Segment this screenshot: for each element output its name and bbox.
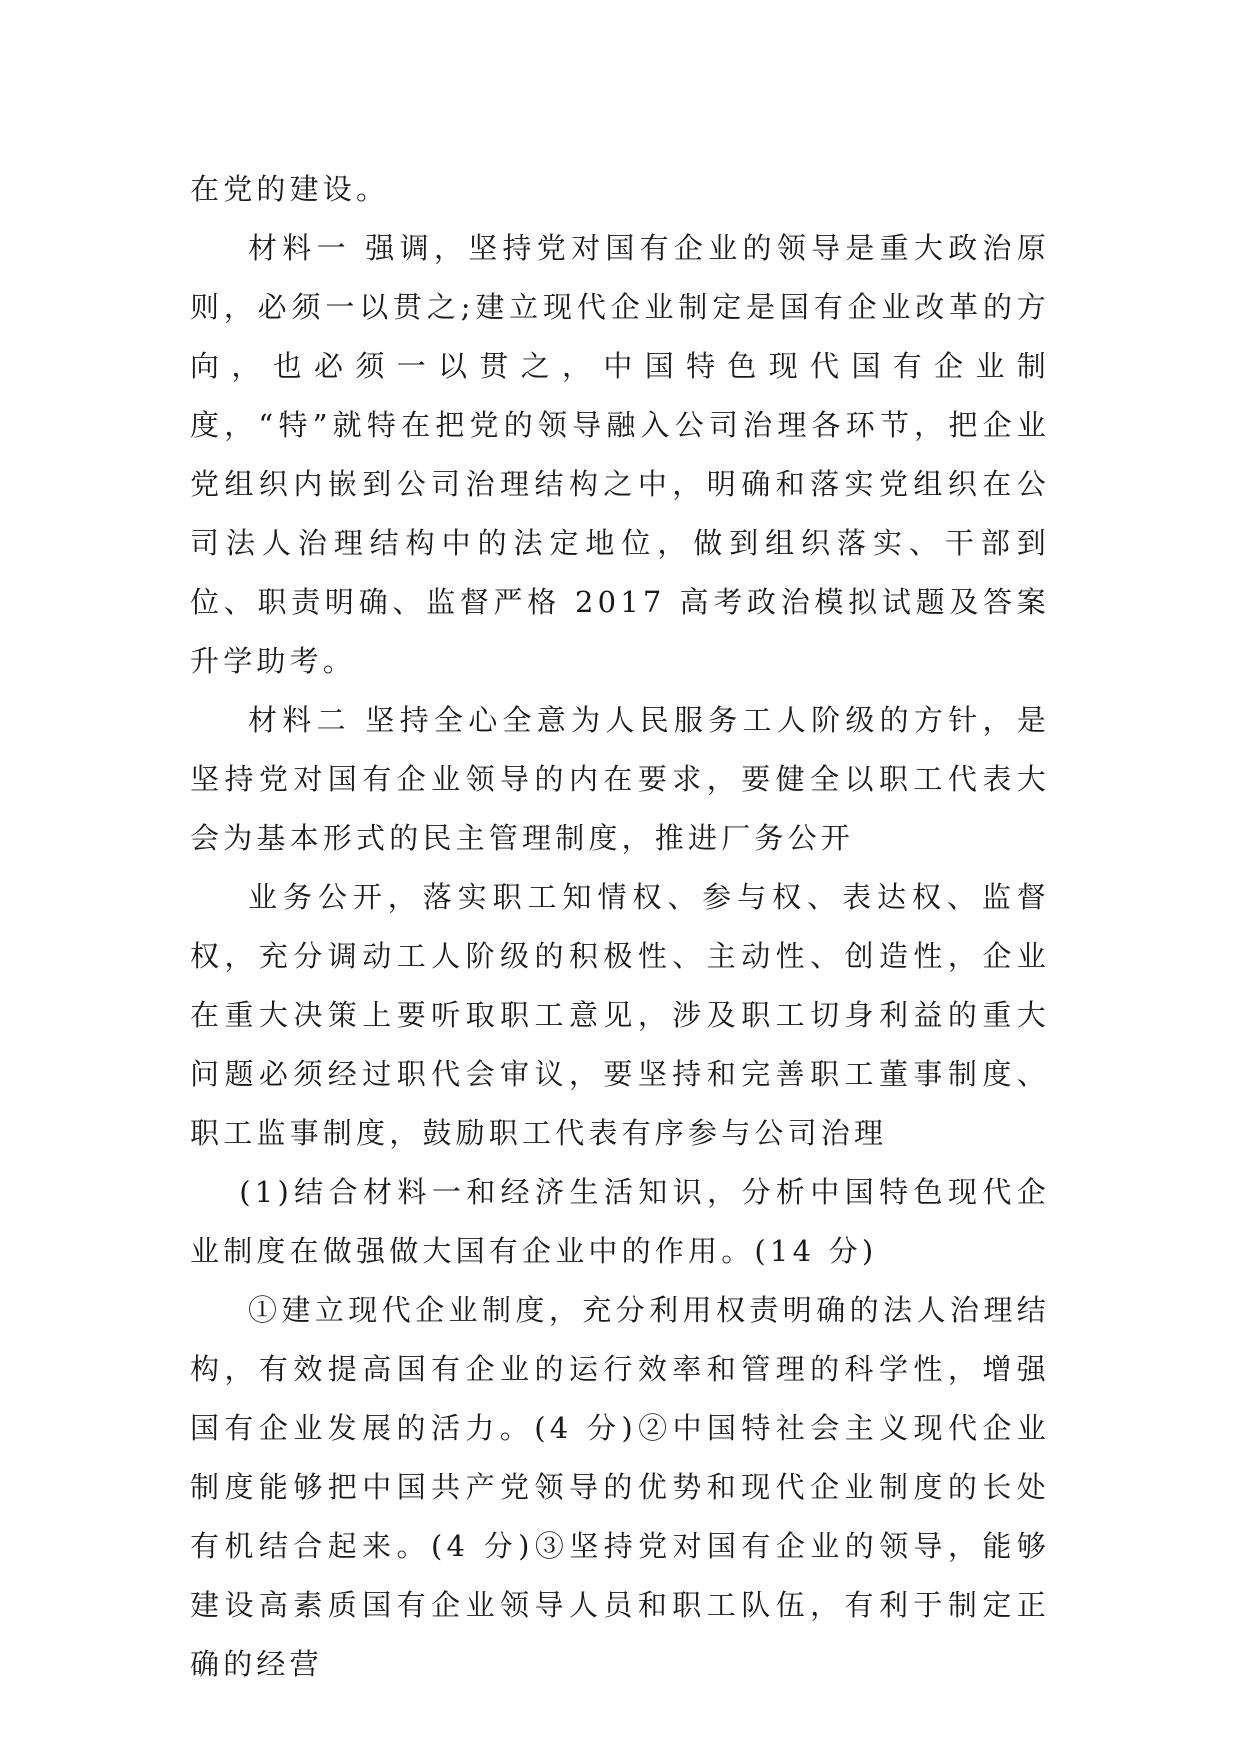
- document-page: [190, 160, 1050, 1694]
- paragraph-material-one: 材料一 强调，坚持党对国有企业的领导是重大政治原则，必须一以贯之;建立现代企业制定是国有企业改革的方向，也必须一以贯之，中国特色现代国有企业制度，“特”就特在把党的领导融入公司治理各环节，把企业党组织内嵌到公司治理结构之中，明确和落实党组织在公司法人治理结构中的法定地位，做到组织落实、干部到位、职责明确、监督严格 2017 高考政治模拟试题及答案升学助考。: [190, 231, 1050, 678]
- paragraph-business-openness: 业务公开，落实职工知情权、参与权、表达权、监督权，充分调动工人阶级的积极性、主动性、创造性，企业在重大决策上要听取职工意见，涉及职工切身利益的重大问题必须经过职代会审议，要坚持和完善职工董事制度、职工监事制度，鼓励职工代表有序参与公司治理: [190, 880, 1050, 1150]
- paragraph-question-one: (1)结合材料一和经济生活知识，分析中国特色现代企业制度在做强做大国有企业中的作用。(14 分): [190, 1175, 1050, 1268]
- paragraph-material-two: 材料二 坚持全心全意为人民服务工人阶级的方针，是坚持党对国有企业领导的内在要求，要健全以职工代表大会为基本形式的民主管理制度，推进厂务公开: [190, 703, 1050, 855]
- paragraph-party-building: 在党的建设。: [190, 172, 390, 206]
- paragraph-answer-one: ①建立现代企业制度，充分利用权责明确的法人治理结构，有效提高国有企业的运行效率和管理的科学性，增强国有企业发展的活力。(4 分)②中国特社会主义现代企业制度能够把中国共产党领导的优势和现代企业制度的长处有机结合起来。(4 分)③坚持党对国有企业的领导，能够建设高素质国有企业领导人员和职工队伍，有利于制定正确的经营: [190, 1293, 1050, 1681]
